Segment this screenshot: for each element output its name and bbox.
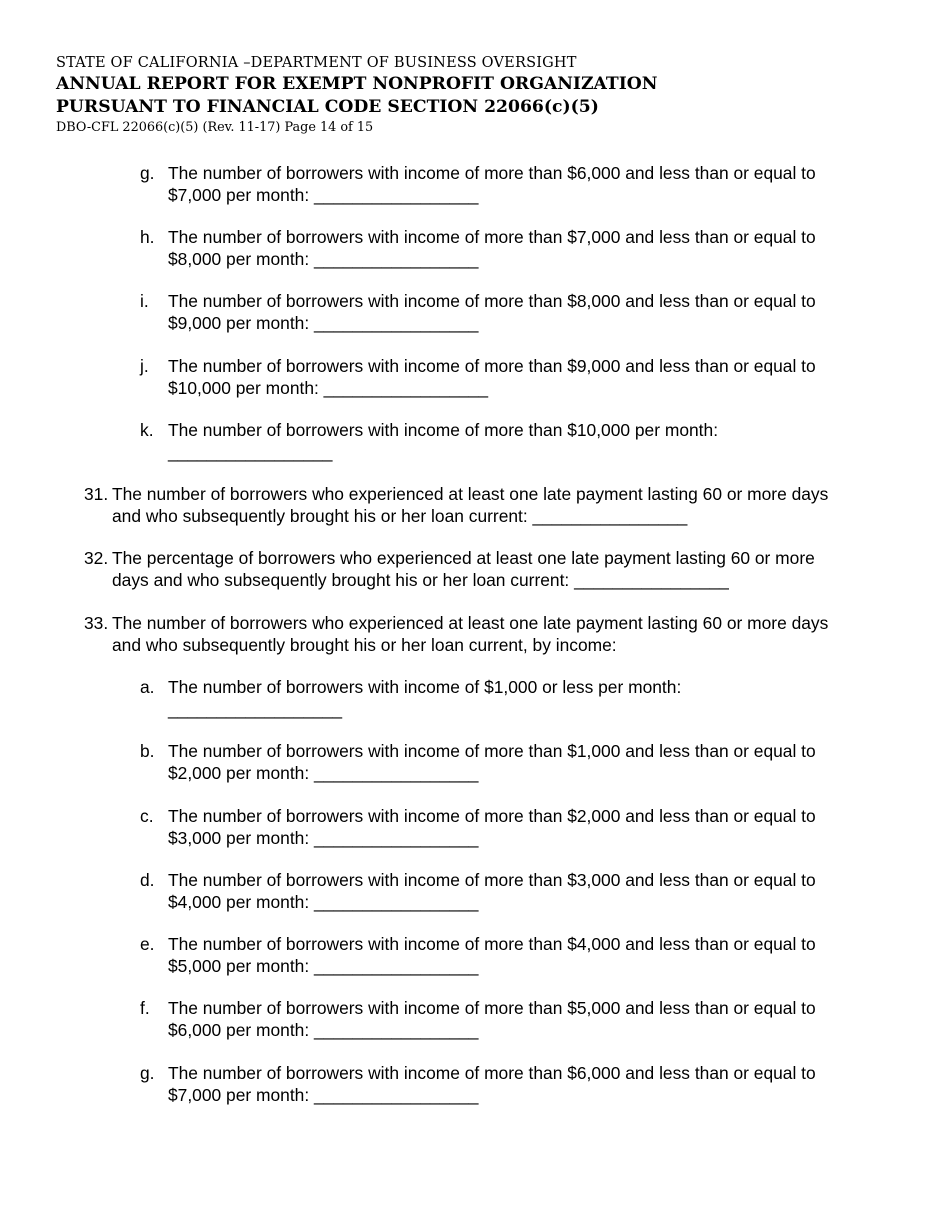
item-line1: The number of borrowers with income of $1,000 or less per month: xyxy=(168,677,682,697)
item-text xyxy=(168,1063,878,1106)
item-text xyxy=(168,356,878,399)
answer-blank[interactable]: _________________ xyxy=(314,184,479,205)
item-marker: d. xyxy=(140,870,155,890)
question-number: 31. xyxy=(84,484,109,504)
question-line1: The number of borrowers who experienced at least one late payment lasting 60 or more days xyxy=(112,613,829,633)
item-marker: f. xyxy=(140,998,150,1018)
item-marker: i. xyxy=(140,291,149,311)
item-line2: $7,000 per month: xyxy=(168,184,314,205)
item-marker: g. xyxy=(140,1063,155,1083)
answer-blank[interactable]: ________________ xyxy=(574,569,729,590)
question-text xyxy=(112,548,887,591)
answer-blank[interactable]: _________________ xyxy=(314,312,479,333)
item-line1: The number of borrowers with income of more than $8,000 and less than or equal to xyxy=(168,291,816,311)
answer-blank[interactable]: _________________ xyxy=(314,248,479,269)
item-line2: $3,000 per month: xyxy=(168,827,314,848)
question-line2: and who subsequently brought his or her loan current, by income: xyxy=(112,634,617,655)
answer-blank[interactable]: _________________ xyxy=(168,441,333,462)
item-line1: The number of borrowers with income of more than $6,000 and less than or equal to xyxy=(168,163,816,183)
item-line2: $10,000 per month: xyxy=(168,377,324,398)
item-marker: h. xyxy=(140,227,155,247)
item-text xyxy=(168,806,878,849)
item-text xyxy=(168,741,878,784)
question-line1: The number of borrowers who experienced at least one late payment lasting 60 or more days xyxy=(112,484,829,504)
item-marker: a. xyxy=(140,677,155,697)
item-line1: The number of borrowers with income of more than $2,000 and less than or equal to xyxy=(168,806,816,826)
item-text xyxy=(168,934,878,977)
item-text xyxy=(168,998,878,1041)
item-line1: The number of borrowers with income of more than $7,000 and less than or equal to xyxy=(168,227,816,247)
question-text xyxy=(112,613,887,656)
item-marker: c. xyxy=(140,806,154,826)
question-line2: and who subsequently brought his or her loan current: xyxy=(112,505,533,526)
item-line2: $9,000 per month: xyxy=(168,312,314,333)
item-line2: $4,000 per month: xyxy=(168,891,314,912)
report-title-line1: ANNUAL REPORT FOR EXEMPT NONPROFIT ORGANIZATION xyxy=(56,74,658,94)
item-line2: $7,000 per month: xyxy=(168,1084,314,1105)
question-text xyxy=(112,484,887,527)
report-title-line2: PURSUANT TO FINANCIAL CODE SECTION 22066(c)(5) xyxy=(56,97,599,117)
item-line1: The number of borrowers with income of more than $1,000 and less than or equal to xyxy=(168,741,816,761)
item-text xyxy=(168,870,878,913)
answer-blank[interactable]: ________________ xyxy=(532,505,688,526)
item-line1: The number of borrowers with income of more than $6,000 and less than or equal to xyxy=(168,1063,816,1083)
item-marker: k. xyxy=(140,420,154,440)
answer-blank[interactable]: _________________ xyxy=(314,1019,479,1040)
item-line1: The number of borrowers with income of more than $9,000 and less than or equal to xyxy=(168,356,816,376)
answer-blank[interactable]: _________________ xyxy=(314,955,479,976)
form-header xyxy=(56,56,876,140)
item-line1: The number of borrowers with income of more than $10,000 per month: xyxy=(168,420,719,440)
question-line2: days and who subsequently brought his or her loan current: xyxy=(112,569,575,590)
item-text xyxy=(168,291,878,334)
item-marker: e. xyxy=(140,934,155,954)
item-text xyxy=(168,677,878,720)
item-line1: The number of borrowers with income of more than $4,000 and less than or equal to xyxy=(168,934,816,954)
answer-blank[interactable]: __________________ xyxy=(168,698,343,719)
answer-blank[interactable]: _________________ xyxy=(314,891,479,912)
item-text xyxy=(168,420,878,463)
item-marker: b. xyxy=(140,741,155,761)
answer-blank[interactable]: _________________ xyxy=(314,827,479,848)
item-line2: $2,000 per month: xyxy=(168,762,314,783)
item-line2: $6,000 per month: xyxy=(168,1019,314,1040)
department-line: STATE OF CALIFORNIA –DEPARTMENT OF BUSINESS OVERSIGHT xyxy=(56,55,577,71)
item-marker: j. xyxy=(140,356,149,376)
item-marker: g. xyxy=(140,163,155,183)
question-number: 32. xyxy=(84,548,109,568)
answer-blank[interactable]: _________________ xyxy=(314,1084,479,1105)
item-line1: The number of borrowers with income of more than $3,000 and less than or equal to xyxy=(168,870,816,890)
answer-blank[interactable]: _________________ xyxy=(314,762,479,783)
item-text xyxy=(168,227,878,270)
question-line1: The percentage of borrowers who experienced at least one late payment lasting 60 or more xyxy=(112,548,815,568)
question-number: 33. xyxy=(84,613,109,633)
item-text xyxy=(168,163,878,206)
answer-blank[interactable]: _________________ xyxy=(323,377,489,398)
item-line2: $5,000 per month: xyxy=(168,955,314,976)
item-line1: The number of borrowers with income of more than $5,000 and less than or equal to xyxy=(168,998,816,1018)
item-line2: $8,000 per month: xyxy=(168,248,314,269)
form-id-line: DBO-CFL 22066(c)(5) (Rev. 11-17) Page 14 of 15 xyxy=(56,120,374,135)
